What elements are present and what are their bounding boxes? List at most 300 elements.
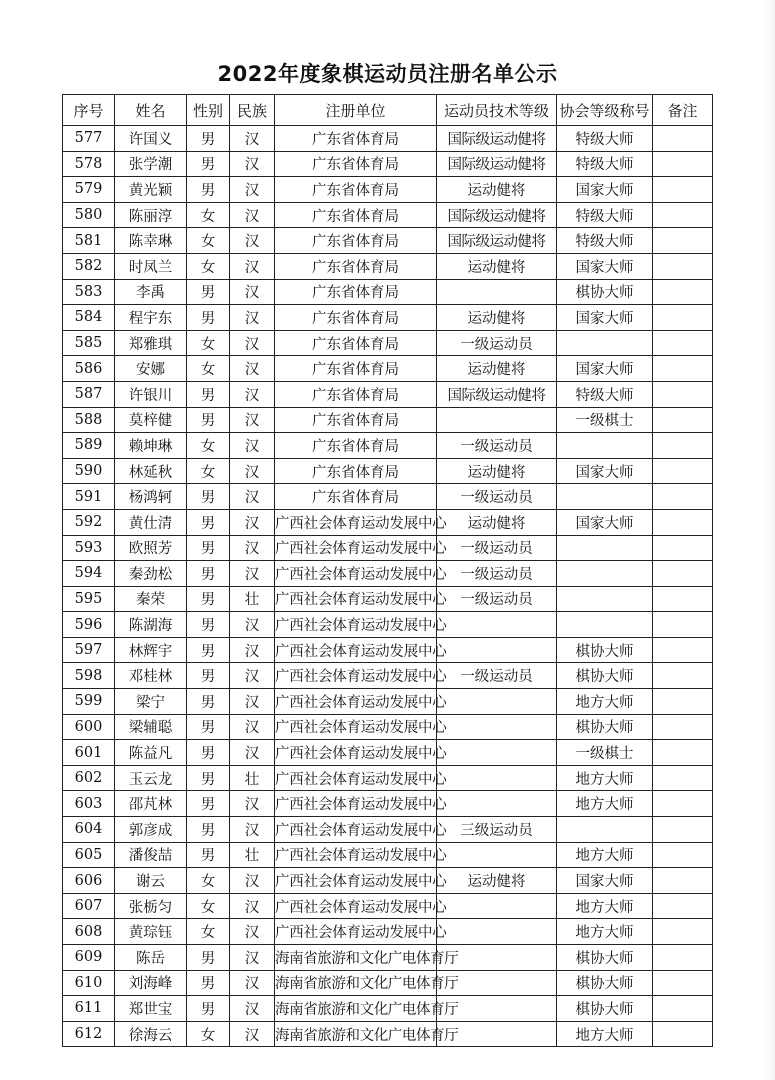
cell-gender: 男 bbox=[187, 996, 230, 1022]
cell-remarks bbox=[653, 381, 713, 407]
cell-index: 580 bbox=[63, 202, 115, 228]
table-row bbox=[63, 1021, 713, 1047]
cell-association-title: 棋协大师 bbox=[557, 996, 653, 1022]
table-row bbox=[63, 868, 713, 894]
cell-gender: 男 bbox=[187, 279, 230, 305]
cell-gender: 女 bbox=[187, 330, 230, 356]
table-row bbox=[63, 586, 713, 612]
cell-association-title: 特级大师 bbox=[557, 151, 653, 177]
cell-name: 潘俊喆 bbox=[115, 842, 187, 868]
cell-ethnicity: 汉 bbox=[230, 637, 275, 663]
cell-association-title: 特级大师 bbox=[557, 126, 653, 152]
cell-index: 610 bbox=[63, 970, 115, 996]
cell-index: 593 bbox=[63, 535, 115, 561]
cell-athlete-level: 运动健将 bbox=[437, 253, 557, 279]
table-row bbox=[63, 740, 713, 766]
cell-name: 黄琮钰 bbox=[115, 919, 187, 945]
cell-association-title bbox=[557, 484, 653, 510]
cell-ethnicity: 汉 bbox=[230, 791, 275, 817]
cell-association-title bbox=[557, 586, 653, 612]
cell-association-title: 地方大师 bbox=[557, 919, 653, 945]
cell-index: 584 bbox=[63, 305, 115, 331]
cell-remarks bbox=[653, 868, 713, 894]
cell-name: 邵芃林 bbox=[115, 791, 187, 817]
table-row bbox=[63, 663, 713, 689]
cell-gender: 女 bbox=[187, 868, 230, 894]
cell-index: 601 bbox=[63, 740, 115, 766]
table-row bbox=[63, 765, 713, 791]
cell-ethnicity: 汉 bbox=[230, 893, 275, 919]
cell-unit: 广西社会体育运动发展中心 bbox=[275, 765, 437, 791]
cell-unit: 广西社会体育运动发展中心 bbox=[275, 868, 437, 894]
cell-association-title bbox=[557, 561, 653, 587]
table-row bbox=[63, 561, 713, 587]
cell-remarks bbox=[653, 893, 713, 919]
cell-association-title: 特级大师 bbox=[557, 228, 653, 254]
cell-name: 秦荣 bbox=[115, 586, 187, 612]
cell-gender: 女 bbox=[187, 356, 230, 382]
table-body bbox=[63, 126, 713, 1047]
cell-index: 602 bbox=[63, 765, 115, 791]
cell-remarks bbox=[653, 919, 713, 945]
cell-remarks bbox=[653, 791, 713, 817]
cell-index: 592 bbox=[63, 509, 115, 535]
cell-index: 608 bbox=[63, 919, 115, 945]
cell-athlete-level bbox=[437, 740, 557, 766]
cell-association-title: 棋协大师 bbox=[557, 714, 653, 740]
cell-ethnicity: 汉 bbox=[230, 126, 275, 152]
cell-index: 577 bbox=[63, 126, 115, 152]
cell-remarks bbox=[653, 612, 713, 638]
cell-gender: 男 bbox=[187, 740, 230, 766]
table-row bbox=[63, 126, 713, 152]
cell-athlete-level: 运动健将 bbox=[437, 458, 557, 484]
cell-index: 585 bbox=[63, 330, 115, 356]
cell-name: 刘海峰 bbox=[115, 970, 187, 996]
cell-name: 杨鸿轲 bbox=[115, 484, 187, 510]
cell-gender: 女 bbox=[187, 228, 230, 254]
cell-name: 陈益凡 bbox=[115, 740, 187, 766]
cell-ethnicity: 汉 bbox=[230, 689, 275, 715]
cell-name: 程宇东 bbox=[115, 305, 187, 331]
cell-name: 李禹 bbox=[115, 279, 187, 305]
cell-gender: 男 bbox=[187, 177, 230, 203]
cell-remarks bbox=[653, 586, 713, 612]
cell-unit: 广东省体育局 bbox=[275, 433, 437, 459]
cell-remarks bbox=[653, 305, 713, 331]
cell-ethnicity: 汉 bbox=[230, 1021, 275, 1047]
cell-athlete-level: 运动健将 bbox=[437, 509, 557, 535]
cell-association-title: 地方大师 bbox=[557, 791, 653, 817]
cell-remarks bbox=[653, 126, 713, 152]
header-association-title: 协会等级称号 bbox=[557, 95, 653, 126]
cell-index: 591 bbox=[63, 484, 115, 510]
cell-unit: 广西社会体育运动发展中心 bbox=[275, 689, 437, 715]
cell-unit: 广东省体育局 bbox=[275, 228, 437, 254]
cell-index: 603 bbox=[63, 791, 115, 817]
cell-unit: 广东省体育局 bbox=[275, 151, 437, 177]
cell-name: 张学潮 bbox=[115, 151, 187, 177]
cell-unit: 广西社会体育运动发展中心 bbox=[275, 586, 437, 612]
cell-gender: 男 bbox=[187, 689, 230, 715]
cell-unit: 广西社会体育运动发展中心 bbox=[275, 919, 437, 945]
cell-ethnicity: 汉 bbox=[230, 458, 275, 484]
cell-name: 谢云 bbox=[115, 868, 187, 894]
cell-ethnicity: 汉 bbox=[230, 484, 275, 510]
cell-unit: 广东省体育局 bbox=[275, 177, 437, 203]
cell-remarks bbox=[653, 356, 713, 382]
cell-unit: 广西社会体育运动发展中心 bbox=[275, 817, 437, 843]
cell-remarks bbox=[653, 970, 713, 996]
cell-name: 郑世宝 bbox=[115, 996, 187, 1022]
cell-index: 597 bbox=[63, 637, 115, 663]
cell-remarks bbox=[653, 996, 713, 1022]
table-row bbox=[63, 637, 713, 663]
cell-unit: 广东省体育局 bbox=[275, 381, 437, 407]
cell-remarks bbox=[653, 561, 713, 587]
cell-gender: 男 bbox=[187, 561, 230, 587]
cell-ethnicity: 汉 bbox=[230, 970, 275, 996]
cell-unit: 广西社会体育运动发展中心 bbox=[275, 714, 437, 740]
table-row bbox=[63, 817, 713, 843]
table-row bbox=[63, 919, 713, 945]
cell-index: 589 bbox=[63, 433, 115, 459]
cell-remarks bbox=[653, 484, 713, 510]
cell-unit: 广东省体育局 bbox=[275, 356, 437, 382]
cell-index: 607 bbox=[63, 893, 115, 919]
cell-association-title: 棋协大师 bbox=[557, 279, 653, 305]
cell-remarks bbox=[653, 817, 713, 843]
cell-athlete-level: 运动健将 bbox=[437, 177, 557, 203]
cell-remarks bbox=[653, 202, 713, 228]
page-edge-shadow bbox=[765, 0, 775, 1080]
cell-name: 秦劲松 bbox=[115, 561, 187, 587]
cell-athlete-level bbox=[437, 612, 557, 638]
table-row bbox=[63, 612, 713, 638]
cell-name: 陈湖海 bbox=[115, 612, 187, 638]
cell-gender: 男 bbox=[187, 407, 230, 433]
table-row bbox=[63, 433, 713, 459]
cell-athlete-level: 运动健将 bbox=[437, 305, 557, 331]
cell-athlete-level: 一级运动员 bbox=[437, 433, 557, 459]
cell-unit: 广西社会体育运动发展中心 bbox=[275, 535, 437, 561]
header-gender: 性别 bbox=[187, 95, 230, 126]
header-index: 序号 bbox=[63, 95, 115, 126]
table-row bbox=[63, 407, 713, 433]
cell-association-title bbox=[557, 535, 653, 561]
cell-athlete-level bbox=[437, 919, 557, 945]
table-row bbox=[63, 535, 713, 561]
cell-athlete-level: 国际级运动健将 bbox=[437, 151, 557, 177]
cell-name: 林辉宇 bbox=[115, 637, 187, 663]
table-row bbox=[63, 381, 713, 407]
cell-association-title: 地方大师 bbox=[557, 842, 653, 868]
header-ethnicity: 民族 bbox=[230, 95, 275, 126]
cell-name: 安娜 bbox=[115, 356, 187, 382]
cell-ethnicity: 汉 bbox=[230, 356, 275, 382]
cell-name: 赖坤琳 bbox=[115, 433, 187, 459]
cell-index: 579 bbox=[63, 177, 115, 203]
cell-name: 邓桂林 bbox=[115, 663, 187, 689]
cell-index: 611 bbox=[63, 996, 115, 1022]
cell-association-title: 棋协大师 bbox=[557, 637, 653, 663]
cell-ethnicity: 汉 bbox=[230, 202, 275, 228]
cell-gender: 女 bbox=[187, 893, 230, 919]
cell-name: 梁辅聪 bbox=[115, 714, 187, 740]
cell-unit: 广东省体育局 bbox=[275, 330, 437, 356]
cell-athlete-level: 运动健将 bbox=[437, 356, 557, 382]
cell-gender: 女 bbox=[187, 1021, 230, 1047]
table-row bbox=[63, 330, 713, 356]
cell-index: 583 bbox=[63, 279, 115, 305]
cell-athlete-level: 一级运动员 bbox=[437, 484, 557, 510]
cell-athlete-level: 运动健将 bbox=[437, 868, 557, 894]
cell-association-title bbox=[557, 433, 653, 459]
cell-ethnicity: 汉 bbox=[230, 612, 275, 638]
cell-unit: 广东省体育局 bbox=[275, 126, 437, 152]
cell-athlete-level bbox=[437, 714, 557, 740]
cell-remarks bbox=[653, 663, 713, 689]
table-row bbox=[63, 151, 713, 177]
cell-athlete-level bbox=[437, 765, 557, 791]
cell-index: 606 bbox=[63, 868, 115, 894]
cell-ethnicity: 汉 bbox=[230, 177, 275, 203]
table-row bbox=[63, 842, 713, 868]
cell-remarks bbox=[653, 535, 713, 561]
cell-unit: 海南省旅游和文化广电体育厅 bbox=[275, 1021, 437, 1047]
cell-ethnicity: 汉 bbox=[230, 228, 275, 254]
header-name: 姓名 bbox=[115, 95, 187, 126]
cell-gender: 女 bbox=[187, 202, 230, 228]
header-unit: 注册单位 bbox=[275, 95, 437, 126]
table-row bbox=[63, 714, 713, 740]
cell-athlete-level: 一级运动员 bbox=[437, 330, 557, 356]
cell-unit: 广西社会体育运动发展中心 bbox=[275, 893, 437, 919]
cell-remarks bbox=[653, 842, 713, 868]
cell-remarks bbox=[653, 279, 713, 305]
cell-unit: 海南省旅游和文化广电体育厅 bbox=[275, 970, 437, 996]
cell-association-title: 棋协大师 bbox=[557, 945, 653, 971]
cell-association-title: 一级棋士 bbox=[557, 407, 653, 433]
cell-index: 595 bbox=[63, 586, 115, 612]
cell-ethnicity: 汉 bbox=[230, 151, 275, 177]
cell-athlete-level bbox=[437, 407, 557, 433]
page-title: 2022年度象棋运动员注册名单公示 bbox=[217, 62, 558, 86]
cell-association-title: 地方大师 bbox=[557, 689, 653, 715]
cell-ethnicity: 汉 bbox=[230, 740, 275, 766]
cell-association-title: 一级棋士 bbox=[557, 740, 653, 766]
table-row bbox=[63, 279, 713, 305]
cell-index: 586 bbox=[63, 356, 115, 382]
cell-gender: 男 bbox=[187, 714, 230, 740]
cell-gender: 男 bbox=[187, 765, 230, 791]
cell-unit: 广西社会体育运动发展中心 bbox=[275, 637, 437, 663]
cell-remarks bbox=[653, 509, 713, 535]
table-row bbox=[63, 996, 713, 1022]
table-row bbox=[63, 253, 713, 279]
table-row bbox=[63, 356, 713, 382]
cell-remarks bbox=[653, 740, 713, 766]
cell-association-title: 国家大师 bbox=[557, 356, 653, 382]
cell-athlete-level bbox=[437, 791, 557, 817]
cell-name: 黄仕清 bbox=[115, 509, 187, 535]
cell-remarks bbox=[653, 433, 713, 459]
cell-index: 609 bbox=[63, 945, 115, 971]
cell-gender: 男 bbox=[187, 305, 230, 331]
cell-association-title bbox=[557, 817, 653, 843]
cell-ethnicity: 汉 bbox=[230, 535, 275, 561]
cell-name: 时凤兰 bbox=[115, 253, 187, 279]
cell-gender: 男 bbox=[187, 612, 230, 638]
cell-unit: 广东省体育局 bbox=[275, 202, 437, 228]
cell-athlete-level bbox=[437, 893, 557, 919]
cell-athlete-level: 国际级运动健将 bbox=[437, 228, 557, 254]
cell-name: 郭彦成 bbox=[115, 817, 187, 843]
cell-association-title: 棋协大师 bbox=[557, 970, 653, 996]
cell-gender: 男 bbox=[187, 509, 230, 535]
cell-unit: 广东省体育局 bbox=[275, 253, 437, 279]
cell-index: 599 bbox=[63, 689, 115, 715]
cell-unit: 广西社会体育运动发展中心 bbox=[275, 791, 437, 817]
table-row bbox=[63, 791, 713, 817]
cell-ethnicity: 汉 bbox=[230, 996, 275, 1022]
cell-association-title bbox=[557, 612, 653, 638]
cell-athlete-level: 国际级运动健将 bbox=[437, 202, 557, 228]
cell-association-title: 地方大师 bbox=[557, 1021, 653, 1047]
cell-association-title: 国家大师 bbox=[557, 458, 653, 484]
registration-table bbox=[62, 94, 713, 1047]
cell-name: 梁宁 bbox=[115, 689, 187, 715]
cell-ethnicity: 汉 bbox=[230, 817, 275, 843]
cell-association-title: 特级大师 bbox=[557, 202, 653, 228]
cell-remarks bbox=[653, 151, 713, 177]
cell-index: 598 bbox=[63, 663, 115, 689]
cell-remarks bbox=[653, 945, 713, 971]
cell-gender: 男 bbox=[187, 381, 230, 407]
cell-unit: 海南省旅游和文化广电体育厅 bbox=[275, 945, 437, 971]
table-row bbox=[63, 689, 713, 715]
cell-index: 604 bbox=[63, 817, 115, 843]
cell-ethnicity: 汉 bbox=[230, 919, 275, 945]
cell-athlete-level: 国际级运动健将 bbox=[437, 381, 557, 407]
cell-name: 黄光颖 bbox=[115, 177, 187, 203]
cell-unit: 海南省旅游和文化广电体育厅 bbox=[275, 996, 437, 1022]
cell-unit: 广东省体育局 bbox=[275, 305, 437, 331]
cell-name: 徐海云 bbox=[115, 1021, 187, 1047]
cell-index: 605 bbox=[63, 842, 115, 868]
cell-unit: 广东省体育局 bbox=[275, 279, 437, 305]
table-row bbox=[63, 202, 713, 228]
cell-ethnicity: 汉 bbox=[230, 868, 275, 894]
cell-athlete-level: 三级运动员 bbox=[437, 817, 557, 843]
table-row bbox=[63, 305, 713, 331]
cell-gender: 男 bbox=[187, 791, 230, 817]
cell-ethnicity: 汉 bbox=[230, 330, 275, 356]
cell-name: 陈幸琳 bbox=[115, 228, 187, 254]
cell-unit: 广西社会体育运动发展中心 bbox=[275, 842, 437, 868]
cell-ethnicity: 汉 bbox=[230, 714, 275, 740]
cell-ethnicity: 壮 bbox=[230, 842, 275, 868]
cell-remarks bbox=[653, 177, 713, 203]
cell-remarks bbox=[653, 714, 713, 740]
cell-remarks bbox=[653, 407, 713, 433]
cell-name: 许国义 bbox=[115, 126, 187, 152]
cell-gender: 女 bbox=[187, 458, 230, 484]
cell-gender: 女 bbox=[187, 253, 230, 279]
cell-index: 587 bbox=[63, 381, 115, 407]
cell-gender: 男 bbox=[187, 586, 230, 612]
table-row bbox=[63, 893, 713, 919]
cell-unit: 广西社会体育运动发展中心 bbox=[275, 612, 437, 638]
cell-association-title: 特级大师 bbox=[557, 381, 653, 407]
cell-ethnicity: 汉 bbox=[230, 381, 275, 407]
cell-name: 林延秋 bbox=[115, 458, 187, 484]
cell-ethnicity: 汉 bbox=[230, 561, 275, 587]
cell-gender: 男 bbox=[187, 151, 230, 177]
cell-remarks bbox=[653, 253, 713, 279]
cell-athlete-level bbox=[437, 637, 557, 663]
cell-index: 578 bbox=[63, 151, 115, 177]
cell-athlete-level bbox=[437, 842, 557, 868]
cell-unit: 广西社会体育运动发展中心 bbox=[275, 509, 437, 535]
cell-ethnicity: 汉 bbox=[230, 305, 275, 331]
cell-ethnicity: 汉 bbox=[230, 253, 275, 279]
cell-association-title: 国家大师 bbox=[557, 509, 653, 535]
cell-unit: 广西社会体育运动发展中心 bbox=[275, 663, 437, 689]
cell-gender: 男 bbox=[187, 126, 230, 152]
cell-athlete-level: 一级运动员 bbox=[437, 586, 557, 612]
cell-remarks bbox=[653, 458, 713, 484]
cell-index: 600 bbox=[63, 714, 115, 740]
cell-unit: 广西社会体育运动发展中心 bbox=[275, 561, 437, 587]
cell-index: 582 bbox=[63, 253, 115, 279]
cell-ethnicity: 壮 bbox=[230, 586, 275, 612]
cell-gender: 男 bbox=[187, 637, 230, 663]
cell-gender: 女 bbox=[187, 433, 230, 459]
cell-ethnicity: 汉 bbox=[230, 509, 275, 535]
cell-ethnicity: 汉 bbox=[230, 663, 275, 689]
cell-gender: 男 bbox=[187, 842, 230, 868]
cell-unit: 广东省体育局 bbox=[275, 407, 437, 433]
cell-unit: 广东省体育局 bbox=[275, 484, 437, 510]
cell-association-title: 棋协大师 bbox=[557, 663, 653, 689]
cell-index: 588 bbox=[63, 407, 115, 433]
cell-gender: 男 bbox=[187, 535, 230, 561]
cell-unit: 广东省体育局 bbox=[275, 458, 437, 484]
cell-remarks bbox=[653, 689, 713, 715]
table-row bbox=[63, 228, 713, 254]
cell-remarks bbox=[653, 1021, 713, 1047]
cell-ethnicity: 汉 bbox=[230, 945, 275, 971]
cell-remarks bbox=[653, 330, 713, 356]
cell-athlete-level bbox=[437, 689, 557, 715]
cell-name: 许银川 bbox=[115, 381, 187, 407]
cell-athlete-level: 一级运动员 bbox=[437, 535, 557, 561]
cell-gender: 女 bbox=[187, 919, 230, 945]
cell-association-title: 国家大师 bbox=[557, 305, 653, 331]
cell-name: 郑雅琪 bbox=[115, 330, 187, 356]
cell-remarks bbox=[653, 637, 713, 663]
cell-association-title: 国家大师 bbox=[557, 868, 653, 894]
cell-remarks bbox=[653, 765, 713, 791]
header-remarks: 备注 bbox=[653, 95, 713, 126]
cell-gender: 男 bbox=[187, 945, 230, 971]
cell-name: 莫梓健 bbox=[115, 407, 187, 433]
cell-gender: 男 bbox=[187, 970, 230, 996]
cell-association-title: 国家大师 bbox=[557, 177, 653, 203]
cell-association-title: 国家大师 bbox=[557, 253, 653, 279]
cell-athlete-level bbox=[437, 279, 557, 305]
